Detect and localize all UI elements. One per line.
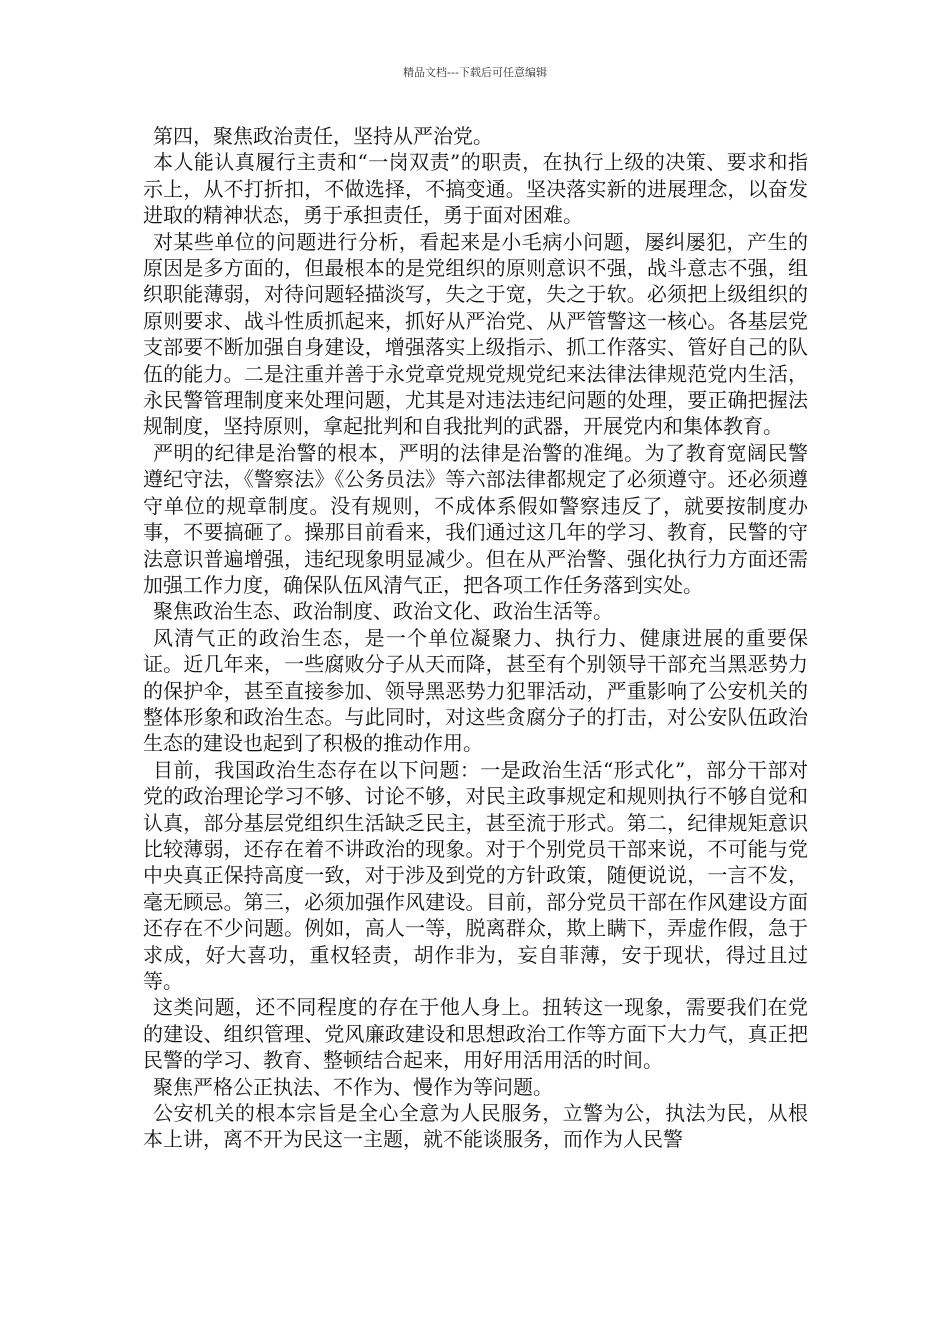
document-body (143, 123, 808, 1153)
paragraph-5: 聚焦政治生态、政治制度、政治文化、政治生活等。 (153, 599, 613, 624)
paragraph-9: 聚焦严格公正执法、不作为、慢作为等问题。 (153, 1074, 553, 1099)
paragraph-2: 本人能认真履行主责和“一岗双责”的职责，在执行上级的决策、要求和指示上，从不打折扣，不做选择，不搞变通。坚决落实新的进展理念，以奋发进取的精神状态，勇于承担责任，勇于面对困难。 (143, 150, 808, 228)
paragraph-10: 公安机关的根本宗旨是全心全意为人民服务，立警为公，执法为民，从根本上讲，离不开为民这一主题，就不能谈服务，而作为人民警 (143, 1101, 808, 1152)
paragraph-1: 第四，聚焦政治责任，坚持从严治党。 (153, 124, 493, 148)
paragraph-6: 风清气正的政治生态，是一个单位凝聚力、执行力、健康进展的重要保证。近几年来，一些腐败分子从天而降，甚至有个别领导干部充当黑恶势力的保护伞，甚至直接参加、领导黑恶势力犯罪活动，严重影响了公安机关的整体形象和政治生态。与此同时，对这些贪腐分子的打击，对公安队伍政治生态的建设也起到了积极的推动作用。 (143, 625, 808, 756)
paragraph-3: 对某些单位的问题进行分析，看起来是小毛病小问题，屡纠屡犯，产生的原因是多方面的，但最根本的是党组织的原则意识不强，战斗意志不强，组织职能薄弱，对待问题轻描淡写，失之于宽，失之于软。必须把上级组织的原则要求、战斗性质抓起来，抓好从严治党、从严管警这一核心。各基层党支部要不断加强自身建设，增强落实上级指示、抓工作落实、管好自己的队伍的能力。二是注重并善于永党章党规党规党纪来法律法律规范党内生活，永民警管理制度来处理问题，尤其是对违法违纪问题的处理，要正确把握法规制度，坚持原则，拿起批判和自我批判的武器，开展党内和集体教育。 (143, 229, 808, 439)
paragraph-4: 严明的纪律是治警的根本，严明的法律是治警的准绳。为了教育宽阔民警遵纪守法，《警察法》《公务员法》等六部法律都规定了必须遵守。还必须遵守单位的规章制度。没有规则，不成体系假如警察违反了，就要按制度办事，不要搞砸了。操那目前看来，我们通过这几年的学习、教育，民警的守法意识普遍增强，违纪现象明显减少。但在从严治警、强化执行力方面还需加强工作力度，确保队伍风清气正，把各项工作任务落到实处。 (143, 440, 808, 597)
paragraph-7: 目前，我国政治生态存在以下问题：一是政治生活“形式化”，部分干部对党的政治理论学习不够、讨论不够，对民主政事规定和规则执行不够自觉和认真，部分基层党组织生活缺乏民主，甚至流于形式。第二，纪律规矩意识比较薄弱，还存在着不讲政治的现象。对于个别党员干部来说，不可能与党中央真正保持高度一致，对于涉及到党的方针政策，随便说说，一言不发，毫无顾忌。第三，必须加强作风建设。目前，部分党员干部在作风建设方面还存在不少问题。例如，高人一等，脱离群众，欺上瞒下，弄虚作假，急于求成，好大喜功，重权轻责，胡作非为，妄自菲薄，安于现状，得过且过等。 (143, 757, 808, 993)
page-header: 精品文档---下载后可任意编辑 (403, 66, 547, 79)
paragraph-8: 这类问题，还不同程度的存在于他人身上。扭转这一现象，需要我们在党的建设、组织管理、党风廉政建设和思想政治工作等方面下大力气，真正把民警的学习、教育、整顿结合起来，用好用活用活的时间。 (143, 995, 808, 1073)
